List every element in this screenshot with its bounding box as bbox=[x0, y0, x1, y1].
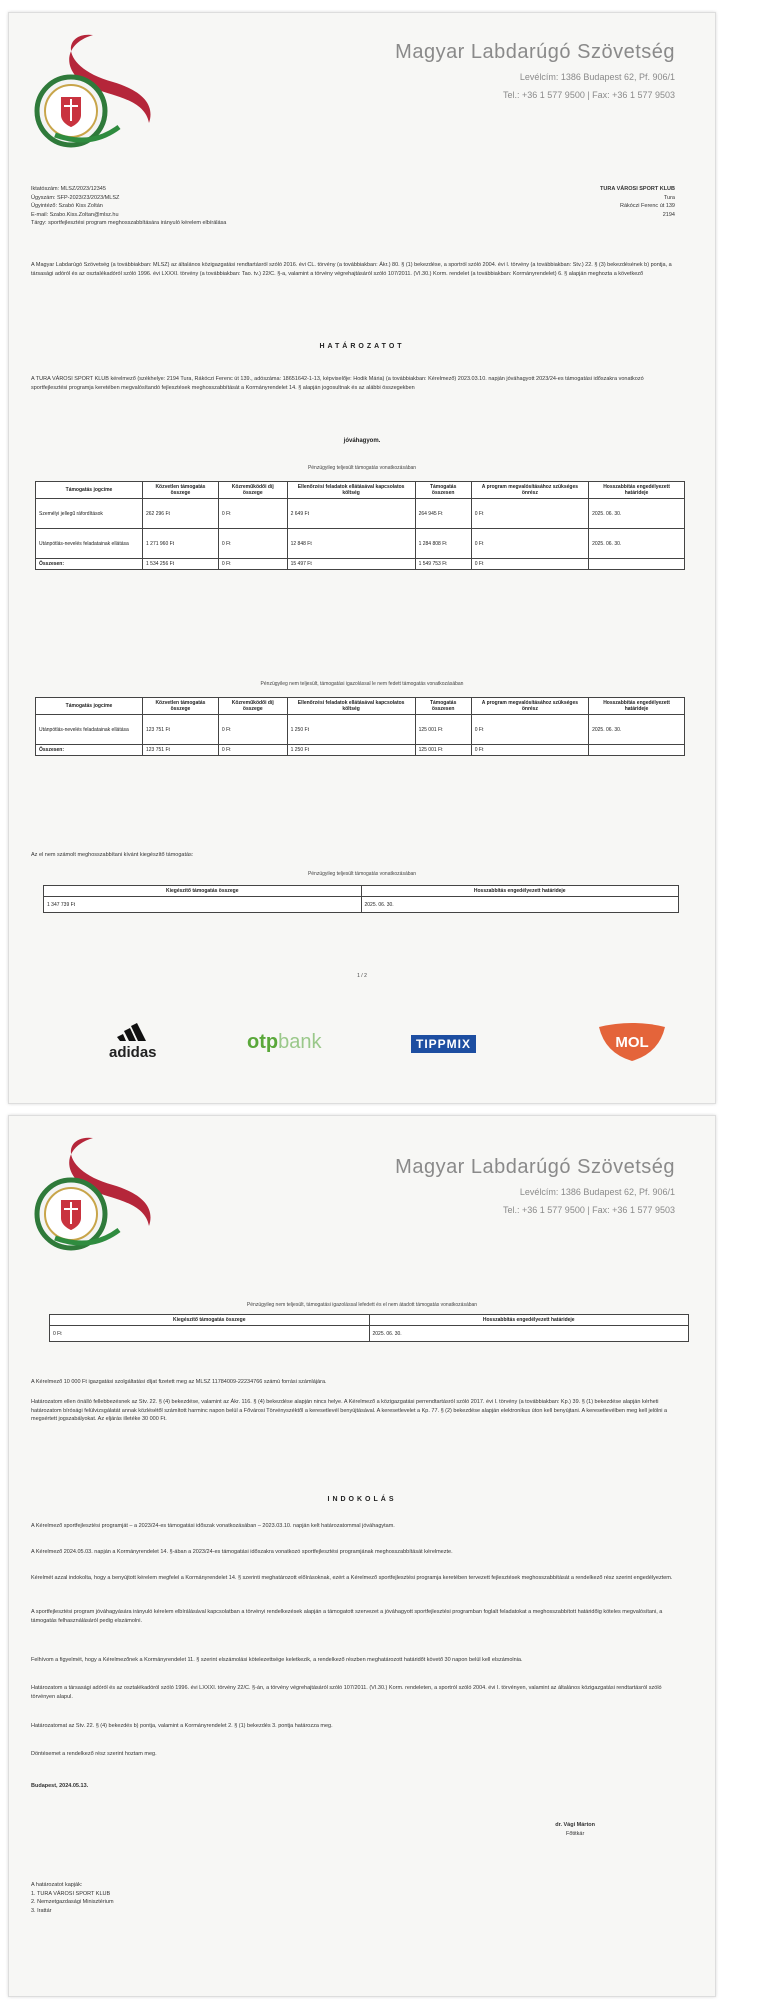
table-cell: 0 Ft bbox=[218, 529, 287, 559]
table-cell: Utánpótlás-nevelés feladatainak ellátása bbox=[36, 715, 143, 745]
table-total-row bbox=[36, 745, 685, 756]
table-cell: Utánpótlás-nevelés feladatainak ellátása bbox=[36, 529, 143, 559]
recipient-item: 1. TURA VÁROSI SPORT KLUB bbox=[31, 1890, 111, 1897]
case-metadata bbox=[31, 185, 391, 228]
mlsz-logo-icon bbox=[23, 27, 163, 157]
table-cell bbox=[589, 745, 685, 756]
recipient-item: 3. Irattár bbox=[31, 1907, 52, 1914]
reasoning-paragraph: Döntésemet a rendelkező rész szerint hoztam meg. bbox=[31, 1751, 157, 1757]
table-cell: 2 649 Ft bbox=[287, 499, 415, 529]
table-cell: 125 001 Ft bbox=[415, 715, 471, 745]
otpbank-logo bbox=[247, 1031, 321, 1054]
table-cell: 0 Ft bbox=[471, 559, 588, 570]
resolution-paragraph: A TURA VÁROSI SPORT KLUB kérelmező (székhelye: 2194 Tura, Rákóczi Ferenc út 139., adószáma: 18651642-1-13, képviselője: Hodik Mária) (a továbbiakban: Kérelmező) 2023.03.10. napján jóváhagyott 2023/24-es támogatási időszakra vonatkozó sportfejlesztési programja keretében megvalósítandó fejlesztések meghosszabbítását a Kormányrendelet 14. § alapján jogosultnak és az alábbi összegekben bbox=[31, 376, 644, 391]
table-row bbox=[36, 499, 685, 529]
letterhead bbox=[395, 41, 675, 100]
table-cell: 1 347 739 Ft bbox=[44, 897, 362, 913]
contact-line: Tel.: +36 1 577 9500 | Fax: +36 1 577 9503 bbox=[503, 1205, 675, 1215]
document-page-1 bbox=[8, 12, 716, 1104]
column-header: Hosszabbítás engedélyezett határideje bbox=[589, 482, 685, 499]
table-row bbox=[36, 529, 685, 559]
reasoning-paragraph: A Kérelmező 2024.05.03. napján a Kormányrendelet 14. §-ában a 2023/24-es támogatási időszakra vonatkozó sportfejlesztési programjának meghosszabbítását kérelmezte. bbox=[31, 1549, 453, 1555]
otp-wordmark: otp bbox=[247, 1031, 279, 1053]
meta-line: Ügyszám: SFP-2023/23/2023/MLSZ bbox=[31, 194, 120, 201]
column-header: Közvetlen támogatás összege bbox=[143, 482, 219, 499]
reasoning-paragraph: A Kérelmező sportfejlesztési programját – a 2023/24-es támogatási időszak vonatkozásában – 2023.03.10. napján kelt határozatommal jóváhagytam. bbox=[31, 1523, 395, 1529]
table-cell: Személyi jellegű ráfordítások bbox=[36, 499, 143, 529]
table-row bbox=[36, 715, 685, 745]
reasoning-paragraph: A sportfejlesztési program jóváhagyására irányuló kérelem elbírálásával kapcsolatban a törvényi rendelkezések alapján a támogatott szervezet a jóváhagyott sportfejlesztési programban foglalt feladatokat a meghosszabbított határidőig köteles megvalósítani, a támogatás felhasználásáról pedig elszámolni. bbox=[31, 1609, 663, 1624]
adidas-wordmark: adidas bbox=[109, 1044, 157, 1061]
meta-line: Ügyintéző: Szabó Kiss Zoltán bbox=[31, 203, 103, 210]
table-header-row bbox=[44, 886, 679, 897]
table-cell: 1 271 960 Ft bbox=[143, 529, 219, 559]
column-header: Ellenőrzési feladatok ellátásával kapcsolatos költség bbox=[287, 698, 415, 715]
supplementary-note: Az el nem számolt meghosszabbítani kívánt kiegészítő támogatás: bbox=[31, 852, 194, 858]
column-header: A program megvalósításához szükséges önrész bbox=[471, 482, 588, 499]
table-supplementary-unfulfilled bbox=[49, 1314, 689, 1342]
reasoning-paragraph: Felhívom a figyelmét, hogy a Kérelmezőnek a Kormányrendelet 11. § szerint elszámolási kötelezettsége keletkezik, a rendelkező részben meghatározott határidőt követő 30 napon belül kell elszámolnia. bbox=[31, 1657, 523, 1663]
table-cell: 1 534 256 Ft bbox=[143, 559, 219, 570]
postal-address: Levélcím: 1386 Budapest 62, Pf. 906/1 bbox=[519, 72, 675, 82]
table-header-row bbox=[36, 482, 685, 499]
addressee-block bbox=[455, 185, 675, 219]
column-header: Közreműködői díj összege bbox=[218, 698, 287, 715]
resolution-heading: HATÁROZATOT bbox=[319, 343, 405, 350]
table-cell: 0 Ft bbox=[218, 745, 287, 756]
page-number: 1 / 2 bbox=[357, 973, 367, 979]
column-header: Ellenőrzési feladatok ellátásával kapcsolatos költség bbox=[287, 482, 415, 499]
organization-name: Magyar Labdarúgó Szövetség bbox=[395, 41, 675, 63]
table-cell: 2025. 06. 30. bbox=[369, 1326, 689, 1342]
signatory-title: Főtitkár bbox=[565, 1830, 585, 1837]
contact-line: Tel.: +36 1 577 9500 | Fax: +36 1 577 9503 bbox=[503, 90, 675, 100]
table-cell: 0 Ft bbox=[218, 715, 287, 745]
column-header: Kiegészítő támogatás összege bbox=[44, 886, 362, 897]
table-unfulfilled-support bbox=[35, 697, 685, 756]
addressee-line: TURA VÁROSI SPORT KLUB bbox=[600, 186, 675, 192]
organization-name: Magyar Labdarúgó Szövetség bbox=[395, 1156, 675, 1178]
table-cell: 0 Ft bbox=[471, 715, 588, 745]
table-cell: 0 Ft bbox=[471, 499, 588, 529]
table-cell: 125 001 Ft bbox=[415, 745, 471, 756]
adidas-stripes-icon bbox=[116, 1023, 150, 1041]
table-cell: 0 Ft bbox=[471, 529, 588, 559]
intro-paragraph: A Magyar Labdarúgó Szövetség (a továbbiakban: MLSZ) az általános közigazgatási rendtartásról szóló 2016. évi CL. törvény (a továbbiakban: Ákr.) 80. § (1) bekezdése, a sportról szóló 2004. évi I. törvény (a továbbiakban: Stv.) 22. § (3) bekezdésének b) pontja, a társasági adóról és az osztalékadóról szóló 1996. évi LXXXI. törvény (a továbbiakban: Tao. tv.) 22/C. §-a, valamint a törvény végrehajtásáról szóló 107/2011. (VI.30.) Korm. rendelet (a továbbiakban: Kormányrendelet) 6. § alapján meghozta a következő bbox=[31, 262, 672, 277]
table3-caption: Pénzügyileg teljesült támogatás vonatkozásában bbox=[307, 871, 417, 877]
table-cell: 1 284 808 Ft bbox=[415, 529, 471, 559]
table-header-row bbox=[50, 1315, 689, 1326]
addressee-line: Rákóczi Ferenc út 139 bbox=[619, 203, 675, 210]
table-cell: 2025. 06. 30. bbox=[361, 897, 679, 913]
reasoning-paragraph: Határozatomat az Stv. 22. § (4) bekezdés b) pontja, valamint a Kormányrendelet 2. § (1) bekezdés 3. pontja határozza meg. bbox=[31, 1723, 333, 1729]
fee-paragraph: A Kérelmező 10 000 Ft igazgatási szolgáltatási díjat fizetett meg az MLSZ 11784009-22234766 számú forrási számlájára. bbox=[31, 1379, 327, 1385]
letterhead bbox=[395, 1156, 675, 1215]
place-date: Budapest, 2024.05.13. bbox=[31, 1783, 89, 1789]
table-cell: 0 Ft bbox=[218, 559, 287, 570]
recipients-block bbox=[31, 1881, 679, 1915]
adidas-logo bbox=[109, 1023, 157, 1061]
column-header: Támogatás összesen bbox=[415, 698, 471, 715]
addressee-line: 2194 bbox=[662, 211, 675, 218]
table-cell: 2025. 06. 30. bbox=[589, 529, 685, 559]
column-header: Támogatás jogcíme bbox=[36, 482, 143, 499]
table-cell: 264 945 Ft bbox=[415, 499, 471, 529]
column-header: Kiegészítő támogatás összege bbox=[50, 1315, 370, 1326]
table-cell: 0 Ft bbox=[471, 745, 588, 756]
bank-wordmark: bank bbox=[278, 1031, 322, 1053]
column-header: Közreműködői díj összege bbox=[218, 482, 287, 499]
mol-shield-icon bbox=[597, 1023, 667, 1063]
recipients-title: A határozatot kapják: bbox=[31, 1882, 83, 1888]
postal-address: Levélcím: 1386 Budapest 62, Pf. 906/1 bbox=[519, 1187, 675, 1197]
mol-logo bbox=[597, 1023, 667, 1068]
table-header-row bbox=[36, 698, 685, 715]
table-cell: 123 751 Ft bbox=[143, 715, 219, 745]
table-row bbox=[50, 1326, 689, 1342]
signature-block bbox=[555, 1821, 595, 1838]
table-cell: Összesen: bbox=[36, 745, 143, 756]
table-total-row bbox=[36, 559, 685, 570]
column-header: Támogatás összesen bbox=[415, 482, 471, 499]
recipient-item: 2. Nemzetgazdasági Minisztérium bbox=[31, 1899, 114, 1906]
table-row bbox=[44, 897, 679, 913]
table-cell: Összesen: bbox=[36, 559, 143, 570]
signatory-name: dr. Vági Márton bbox=[555, 1822, 595, 1828]
reasoning-heading: INDOKOLÁS bbox=[327, 1496, 397, 1503]
mlsz-logo-icon bbox=[23, 1130, 163, 1260]
table-cell: 2025. 06. 30. bbox=[589, 499, 685, 529]
table-cell: 2025. 06. 30. bbox=[589, 715, 685, 745]
reasoning-paragraph: Kérelmét azzal indokolta, hogy a benyújtott kérelem megfelel a Kormányrendelet 14. § szerinti meghatározott előírásoknak, ezért a Kérelmező sportfejlesztési programja keretében tervezett fejlesztések meghosszabbítását a rendelkező rész szerint engedélyeztem. bbox=[31, 1575, 673, 1581]
meta-line: Tárgy: sportfejlesztési program meghosszabbítására irányuló kérelem elbírálása bbox=[31, 220, 227, 227]
table1-caption: Pénzügyileg teljesült támogatás vonatkozásában bbox=[307, 465, 417, 471]
addressee-line: Tura bbox=[663, 194, 675, 201]
meta-line: E-mail: Szabo.Kiss.Zoltan@mlsz.hu bbox=[31, 211, 119, 218]
document-page-2 bbox=[8, 1115, 716, 1997]
column-header: Támogatás jogcíme bbox=[36, 698, 143, 715]
remedy-paragraph: Határozatom ellen önálló fellebbezésnek az Stv. 22. § (4) bekezdése, valamint az Ákr. 116. § (4) bekezdése alapján nincs helye. A Kérelmező a közigazgatási perrendtartásról szóló 2017. évi I. törvény (a továbbiakban: Kp.) 39. § (1) bekezdése alapján kérheti határozatom bírósági felülvizsgálatát annak közlésétől számított harminc napon belül a Fővárosi Törvényszéktől a keresetlevél benyújtásával. A keresetlevelet a Kp. 77. § (2) bekezdése alapján elektronikus úton kell benyújtani. A keresetlevélben meg kell jelölni a megsértett jogszabályokat. Az eljárás illetéke 30 000 Ft. bbox=[31, 1399, 668, 1423]
table-cell: 15 497 Ft bbox=[287, 559, 415, 570]
column-header: Hosszabbítás engedélyezett határideje bbox=[361, 886, 679, 897]
table-fulfilled-support bbox=[35, 481, 685, 570]
table4-caption: Pénzügyileg nem teljesült, támogatási igazolással lefedett és el nem átadott támogatás vonatkozásában bbox=[246, 1302, 478, 1308]
meta-line: Iktatószám: MLSZ/2023/12345 bbox=[31, 186, 106, 192]
table-cell: 0 Ft bbox=[50, 1326, 370, 1342]
column-header: A program megvalósításához szükséges önrész bbox=[471, 698, 588, 715]
table-cell: 123 751 Ft bbox=[143, 745, 219, 756]
table-cell: 1 549 753 Ft bbox=[415, 559, 471, 570]
sponsor-strip bbox=[9, 1011, 715, 1061]
table-cell: 1 250 Ft bbox=[287, 745, 415, 756]
table-cell bbox=[589, 559, 685, 570]
mol-wordmark: MOL bbox=[615, 1034, 649, 1051]
table-cell: 0 Ft bbox=[218, 499, 287, 529]
tippmix-logo: TIPPMIX bbox=[411, 1035, 476, 1053]
table-cell: 1 250 Ft bbox=[287, 715, 415, 745]
table2-caption: Pénzügyileg nem teljesült, támogatási igazolással le nem fedett támogatás vonatkozásában bbox=[260, 681, 464, 687]
approved-label: jóváhagyom. bbox=[343, 438, 381, 444]
column-header: Hosszabbítás engedélyezett határideje bbox=[369, 1315, 689, 1326]
column-header: Hosszabbítás engedélyezett határideje bbox=[589, 698, 685, 715]
reasoning-paragraph: Határozatom a társasági adóról és az osztalékadóról szóló 1996. évi LXXXI. törvény 22/C. §-án, a törvény végrehajtásáról szóló 107/2011. (VI.30.) Korm. rendeleten, a sportról szóló 2004. évi I. törvényen, valamint az általános közigazgatási rendtartásról szóló törvényen alapul. bbox=[31, 1685, 662, 1700]
table-supplementary-fulfilled bbox=[43, 885, 679, 913]
column-header: Közvetlen támogatás összege bbox=[143, 698, 219, 715]
table-cell: 262 296 Ft bbox=[143, 499, 219, 529]
table-cell: 12 848 Ft bbox=[287, 529, 415, 559]
